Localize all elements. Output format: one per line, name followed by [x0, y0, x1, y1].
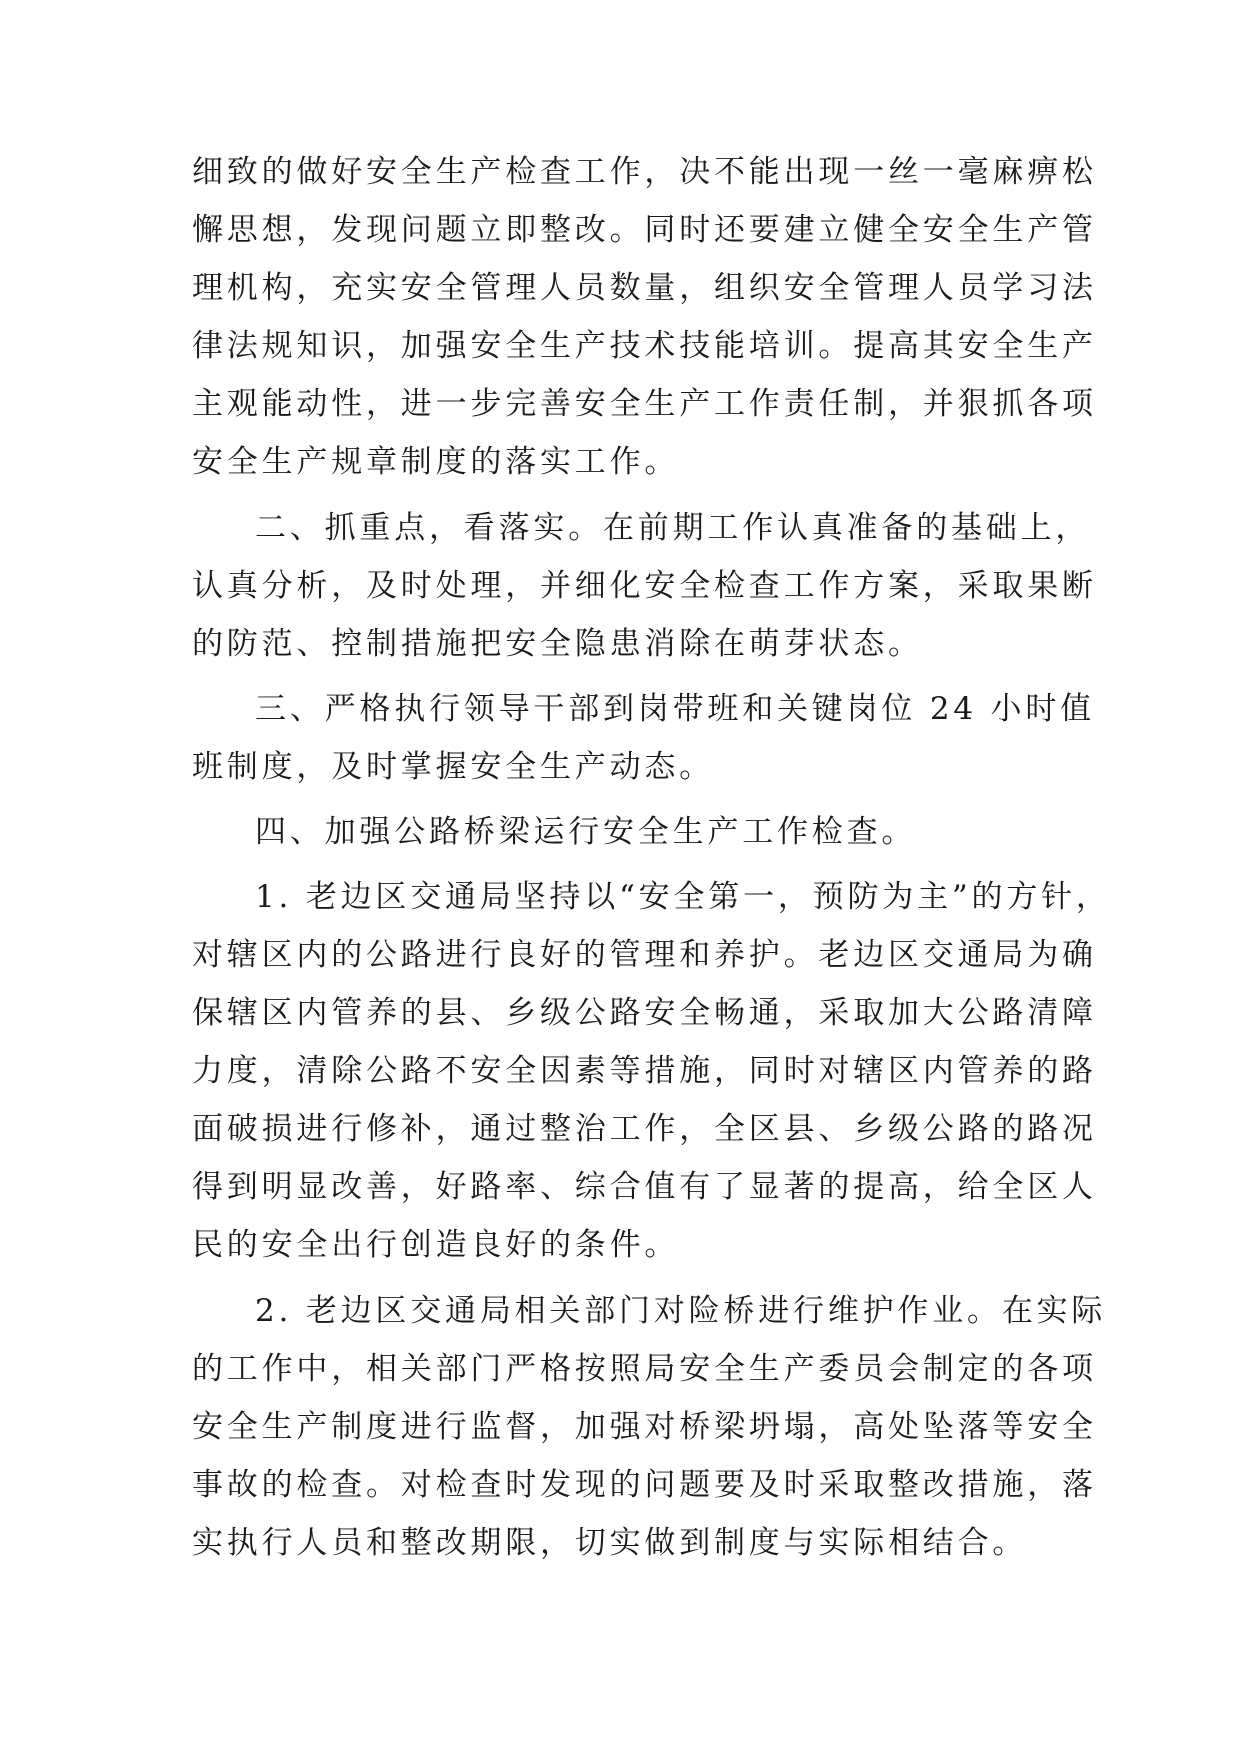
item-1-line-6: 得到明显改善，好路率、综合值有了显著的提高，给全区人	[192, 1169, 1097, 1205]
item-2-line-3: 安全生产制度进行监督，加强对桥梁坍塌，高处坠落等安全	[192, 1409, 1097, 1445]
item-1-line-7: 民的安全出行创造良好的条件。	[192, 1227, 680, 1263]
item-1-line-4: 力度，清除公路不安全因素等措施，同时对辖区内管养的路	[192, 1053, 1097, 1089]
section-4-heading: 四、加强公路桥梁运行安全生产工作检查。	[255, 814, 917, 850]
item-2-line-1: 2. 老边区交通局相关部门对险桥进行维护作业。在实际	[255, 1293, 1107, 1329]
paragraph-1-line-2: 懈思想，发现问题立即整改。同时还要建立健全安全生产管	[192, 212, 1097, 248]
paragraph-1-line-6: 安全生产规章制度的落实工作。	[192, 444, 680, 480]
section-2-line-2: 认真分析，及时处理，并细化安全检查工作方案，采取果断	[192, 568, 1097, 604]
item-1-line-2: 对辖区内的公路进行良好的管理和养护。老边区交通局为确	[192, 937, 1097, 973]
item-1-line-3: 保辖区内管养的县、乡级公路安全畅通，采取加大公路清障	[192, 995, 1097, 1031]
paragraph-1-line-1: 细致的做好安全生产检查工作，决不能出现一丝一毫麻痹松	[192, 154, 1097, 190]
section-2-line-3: 的防范、控制措施把安全隐患消除在萌芽状态。	[192, 626, 923, 662]
section-3-line-2: 班制度，及时掌握安全生产动态。	[192, 749, 714, 785]
paragraph-1-line-3: 理机构，充实安全管理人员数量，组织安全管理人员学习法	[192, 270, 1097, 306]
item-1-line-1: 1. 老边区交通局坚持以“安全第一，预防为主”的方针，	[255, 879, 1111, 915]
item-2-line-2: 的工作中，相关部门严格按照局安全生产委员会制定的各项	[192, 1351, 1097, 1387]
paragraph-1-line-5: 主观能动性，进一步完善安全生产工作责任制，并狠抓各项	[192, 386, 1097, 422]
paragraph-1-line-4: 律法规知识，加强安全生产技术技能培训。提高其安全生产	[192, 328, 1097, 364]
item-2-line-4: 事故的检查。对检查时发现的问题要及时采取整改措施，落	[192, 1467, 1097, 1503]
item-1-line-5: 面破损进行修补，通过整治工作，全区县、乡级公路的路况	[192, 1111, 1097, 1147]
item-2-line-5: 实执行人员和整改期限，切实做到制度与实际相结合。	[192, 1525, 1028, 1561]
section-3-heading-line: 三、严格执行领导干部到岗带班和关键岗位 24 小时值	[255, 691, 1095, 727]
section-2-heading-line: 二、抓重点，看落实。在前期工作认真准备的基础上，	[255, 510, 1091, 546]
